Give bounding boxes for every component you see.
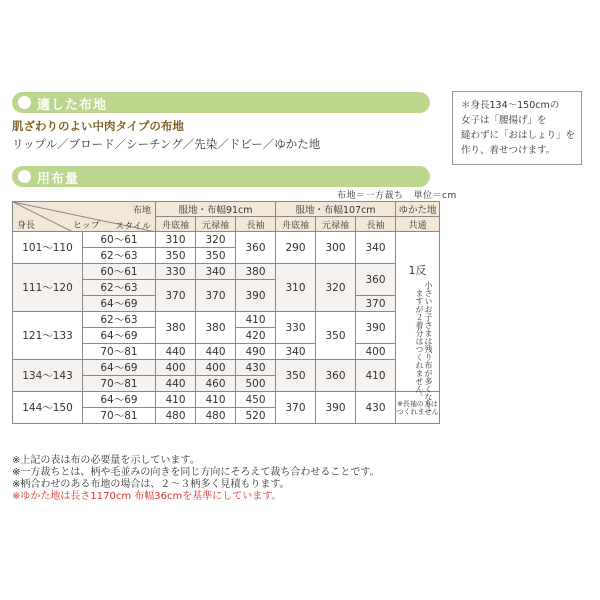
group-91: 服地・布幅91cm	[156, 202, 276, 217]
height-cell: 111〜120	[13, 264, 83, 312]
value-cell: 520	[236, 408, 276, 424]
value-cell: 380	[156, 312, 196, 344]
hip-cell: 70〜81	[83, 344, 156, 360]
fabric-list: リップル／ブロード／シーチング／先染／ドビー／ゆかた地	[12, 137, 321, 151]
hip-cell: 62〜63	[83, 280, 156, 296]
footnote: ※一方裁ちとは、柄や毛並みの向きを同じ方向にそろえて裁ち合わせることです。	[12, 467, 380, 478]
value-cell: 390	[236, 280, 276, 312]
section-header-fabric-amount	[12, 166, 430, 187]
bullet-icon	[18, 170, 31, 183]
hip-cell: 64〜69	[83, 296, 156, 312]
hip-cell: 60〜61	[83, 264, 156, 280]
value-cell: 410	[196, 392, 236, 408]
value-cell: 440	[156, 344, 196, 360]
corner-height: 身長	[17, 221, 36, 231]
value-cell: 340	[276, 344, 316, 360]
table-row	[13, 232, 440, 248]
value-cell: 360	[316, 360, 356, 392]
value-cell: 330	[156, 264, 196, 280]
corner-hip: ヒップ	[73, 221, 100, 231]
hip-cell: 62〜63	[83, 312, 156, 328]
section-title: 用布量	[37, 172, 80, 187]
value-cell: 290	[276, 232, 316, 264]
hip-cell: 70〜81	[83, 408, 156, 424]
sub-header: 長袖	[236, 217, 276, 232]
yukata-longsleeve-note: ※長袖の方はつくれません	[396, 392, 440, 424]
yukata-amount: 1反	[408, 264, 427, 277]
value-cell: 340	[196, 264, 236, 280]
table-row	[13, 264, 440, 280]
units-label: 布地＝一方裁ち 単位＝cm	[337, 191, 457, 201]
value-cell: 480	[196, 408, 236, 424]
group-yukata: ゆかた地	[396, 202, 440, 217]
value-cell: 320	[316, 264, 356, 312]
table-row	[13, 360, 440, 376]
footnote: ※上記の表は布の必要量を示しています。	[12, 455, 200, 466]
value-cell: 370	[156, 280, 196, 312]
value-cell: 440	[156, 376, 196, 392]
bullet-icon	[18, 96, 31, 109]
hip-cell: 64〜69	[83, 328, 156, 344]
value-cell: 310	[276, 264, 316, 312]
value-cell: 450	[236, 392, 276, 408]
group-107: 服地・布幅107cm	[276, 202, 396, 217]
value-cell: 480	[156, 408, 196, 424]
hip-cell: 64〜69	[83, 392, 156, 408]
sub-header: 元禄袖	[316, 217, 356, 232]
sub-header: 長袖	[356, 217, 396, 232]
value-cell: 350	[156, 248, 196, 264]
value-cell: 380	[196, 312, 236, 344]
value-cell: 370	[356, 296, 396, 312]
fabric-lead: 肌ざわりのよい中肉タイプの布地	[12, 119, 184, 133]
value-cell: 350	[196, 248, 236, 264]
value-cell: 500	[236, 376, 276, 392]
height-cell: 121〜133	[13, 312, 83, 360]
section-title: 適した布地	[37, 98, 108, 113]
sub-header: 舟底袖	[276, 217, 316, 232]
value-cell: 440	[196, 344, 236, 360]
value-cell: 330	[276, 312, 316, 344]
value-cell: 430	[236, 360, 276, 376]
sub-header: 元禄袖	[196, 217, 236, 232]
value-cell: 360	[236, 232, 276, 264]
value-cell: 410	[356, 360, 396, 392]
value-cell: 430	[356, 392, 396, 424]
table-row	[13, 312, 440, 328]
sub-header: 共通	[396, 217, 440, 232]
value-cell: 420	[236, 328, 276, 344]
hip-cell: 62〜63	[83, 248, 156, 264]
height-cell: 134〜143	[13, 360, 83, 392]
value-cell: 360	[356, 264, 396, 296]
value-cell: 400	[156, 360, 196, 376]
value-cell: 370	[196, 280, 236, 312]
corner-cell	[13, 202, 156, 232]
height-note: ＊身長134〜150cmの 女子は「腰揚げ」を 縫わずに「おはしょり」を 作り、着せつけます。	[452, 91, 582, 165]
hip-cell: 70〜81	[83, 376, 156, 392]
value-cell: 350	[316, 312, 356, 360]
value-cell: 370	[276, 392, 316, 424]
value-cell: 320	[196, 232, 236, 248]
value-cell: 400	[356, 344, 396, 360]
value-cell: 340	[356, 232, 396, 264]
table-row	[13, 392, 440, 408]
value-cell: 490	[236, 344, 276, 360]
value-cell: 400	[196, 360, 236, 376]
value-cell: 410	[156, 392, 196, 408]
value-cell: 390	[356, 312, 396, 344]
sub-header: 舟底袖	[156, 217, 196, 232]
value-cell: 380	[236, 264, 276, 280]
value-cell: 300	[316, 232, 356, 264]
value-cell: 390	[316, 392, 356, 424]
fabric-amount-table	[12, 201, 440, 424]
section-header-suitable-fabric	[12, 92, 430, 113]
corner-style: スタイル	[115, 222, 151, 232]
hip-cell: 60〜61	[83, 232, 156, 248]
value-cell: 350	[276, 360, 316, 392]
table-header-row	[13, 202, 440, 217]
yukata-note: 小さいお子さまは残り布が多くなりますが２着分はつくれません。	[415, 281, 433, 409]
footnote-yukata: ※ゆかた地は長さ1170cm 布幅36cmを基準にしています。	[12, 491, 282, 502]
value-cell: 310	[156, 232, 196, 248]
height-cell: 144〜150	[13, 392, 83, 424]
corner-fabric: 布地	[132, 206, 151, 216]
value-cell: 460	[196, 376, 236, 392]
hip-cell: 64〜69	[83, 360, 156, 376]
footnote: ※柄合わせのある布地の場合は、２〜３柄多く見積もります。	[12, 479, 290, 490]
height-cell: 101〜110	[13, 232, 83, 264]
value-cell: 410	[236, 312, 276, 328]
